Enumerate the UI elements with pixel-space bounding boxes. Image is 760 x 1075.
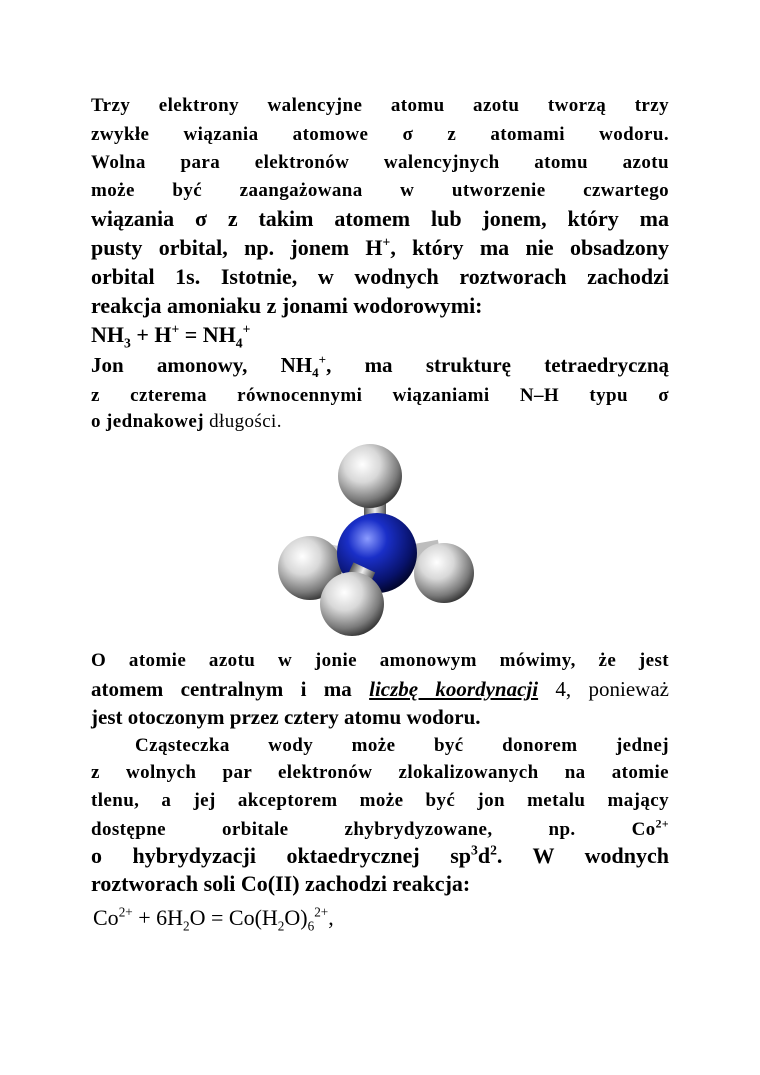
ammonium-ion-model [272,436,482,642]
p4-line-6: roztworach soli Co(II) zachodzi reakcja: [91,871,471,896]
hydrogen-top [338,444,402,508]
coordination-number-link[interactable]: liczbę koordynacji [369,677,539,701]
p1-line-6: pusty orbital, np. jonem H+, który ma nie obsadzony [91,234,669,260]
p1-line-3: Wolna para elektronów walencyjnych atomu azotu [91,152,669,173]
p3-line-2: atomem centralnym i ma liczbę koordynacji 4, ponieważ [91,677,669,701]
p1-line-7: orbital 1s. Istotnie, w wodnych roztworach zachodzi [91,264,669,289]
p4-line-3: tlenu, a jej akceptorem może być jon metalu mający [91,790,669,811]
reaction-ammonia: $NH_3 + H^+ = NH_4^+$ [91,321,251,351]
p1-line-4: może być zaangażowana w utworzenie czwartego [91,180,669,201]
hydrogen-right [414,543,474,603]
p4-line-1: Cząsteczka wody może być donorem jednej [135,735,669,756]
p2-line-3: o jednakowej długości. [91,411,282,432]
p3-line-3: jest otoczonym przez cztery atomu wodoru. [91,705,481,729]
p2-line-2: z czterema równocennymi wiązaniami N–H typu σ [91,385,669,406]
p1-line-8: reakcja amoniaku z jonami wodorowymi: [91,293,483,318]
p4-line-4: dostępne orbitale zhybrydyzowane, np. $Co^{2+}$ [91,817,669,840]
p1-line-5: wiązania σ z takim atomem lub jonem, który ma [91,206,669,231]
hydrogen-front [320,572,384,636]
p3-line-1: O atomie azotu w jonie amonowym mówimy, że jest [91,650,669,671]
p4-line-2: z wolnych par elektronów zlokalizowanych na atomie [91,762,669,783]
p2-line-1: Jon amonowy, $NH_4^+$, ma strukturę tetraedryczną [91,352,670,381]
reaction-cobalt: $Co^{2+} + 6H_2O = Co(H_2O)_6^{2+}$, [93,904,334,934]
p4-line-5: o hybrydyzacji oktaedrycznej $sp^3d^2$. W wodnych [91,842,669,868]
p1-line-2: zwykłe wiązania atomowe σ z atomami wodoru. [91,124,669,145]
p1-line-1: Trzy elektrony walencyjne atomu azotu tworzą trzy [91,95,669,116]
